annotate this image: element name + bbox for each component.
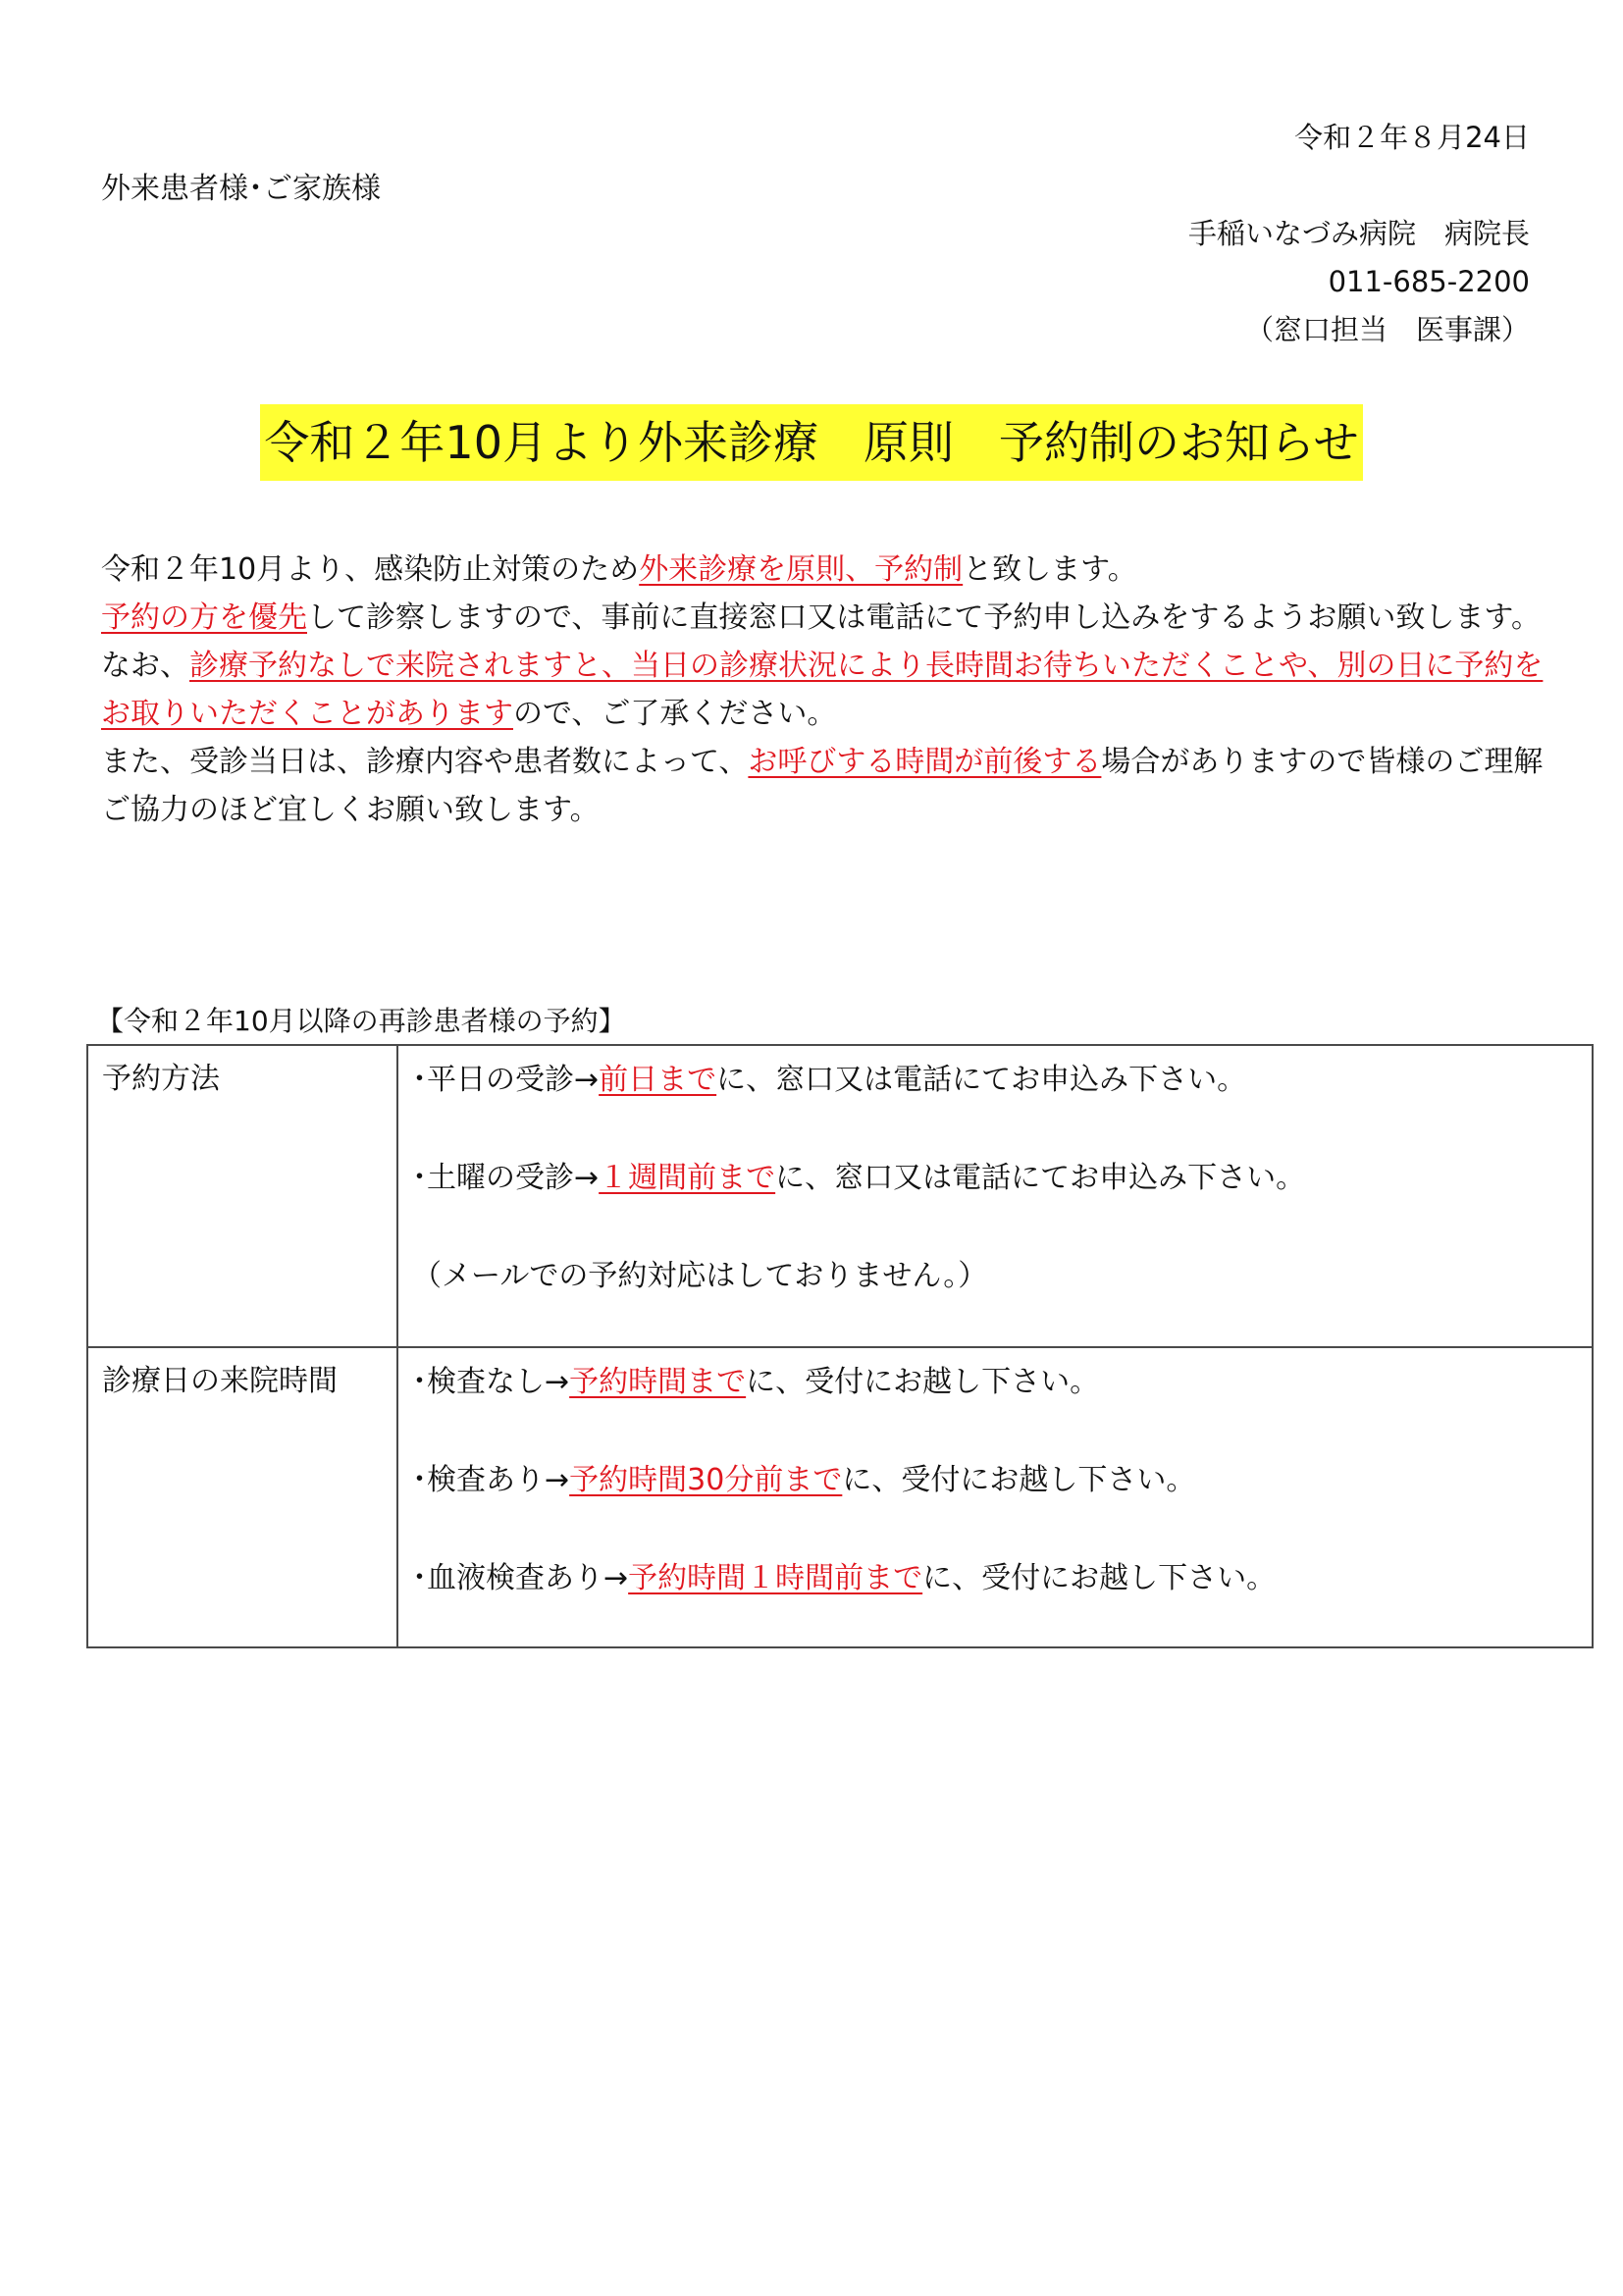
list-item xyxy=(412,1358,1592,1407)
body-text-span: 令和２年10月より、感染防止対策のため xyxy=(101,552,640,587)
item-text: に、受付にお越し下さい。 xyxy=(746,1365,1100,1399)
emphasis-text: お呼びする時間が前後する xyxy=(748,745,1102,779)
item-text: に、窓口又は電話にてお申込み下さい。 xyxy=(775,1161,1306,1195)
body-text-span: ので、ご了承ください。 xyxy=(513,697,837,731)
sender-phone: 011-685-2200 xyxy=(1328,265,1530,298)
body-paragraph-2 xyxy=(101,594,1544,642)
item-text: （メールでの予約対応はしておりません。） xyxy=(412,1259,988,1293)
emphasis-text: 外来診療を原則、予約制 xyxy=(639,552,964,587)
notice-title: 令和２年10月より外来診療 原則 予約制のお知らせ xyxy=(260,404,1362,481)
table-row xyxy=(87,1347,1593,1647)
row-label-arrival-time: 診療日の来院時間 xyxy=(87,1347,397,1647)
sender-department: （窓口担当 医事課） xyxy=(1244,313,1530,346)
emphasis-text: 前日まで xyxy=(599,1063,717,1097)
body-text-span: また、受診当日は、診療内容や患者数によって、 xyxy=(101,745,749,779)
body-text-span: と致します。 xyxy=(963,552,1137,587)
emphasis-text: 予約時間30分前まで xyxy=(569,1463,843,1497)
item-text: に、窓口又は電話にてお申込み下さい。 xyxy=(716,1063,1247,1097)
list-item xyxy=(412,1056,1592,1105)
item-text: に、受付にお越し下さい。 xyxy=(922,1561,1277,1595)
notice-body xyxy=(101,546,1544,834)
addressee: 外来患者様･ご家族様 xyxy=(101,172,381,206)
emphasis-text: １週間前まで xyxy=(599,1161,776,1195)
emphasis-text: 診療予約なしで来院されますと、当日の診療状況により長時間お待ちいただくことや、別の日に予約をお取りいただくことがあります xyxy=(101,649,1544,731)
emphasis-text: 予約時間１時間前まで xyxy=(628,1561,923,1595)
list-item xyxy=(412,1252,1592,1301)
body-text-span: して診察しますので、事前に直接窓口又は電話にて予約申し込みをするようお願い致します。 xyxy=(307,600,1541,635)
body-paragraph-1 xyxy=(101,546,1544,594)
document-date: 令和２年８月24日 xyxy=(1294,121,1530,154)
list-item xyxy=(412,1154,1592,1203)
emphasis-text: 予約の方を優先 xyxy=(101,600,307,635)
list-item xyxy=(412,1456,1592,1505)
item-text: ･血液検査あり→ xyxy=(412,1561,629,1595)
row-label-reservation-method: 予約方法 xyxy=(87,1045,397,1347)
row-content xyxy=(397,1347,1593,1647)
item-text: ･平日の受診→ xyxy=(412,1063,600,1097)
list-item xyxy=(412,1554,1592,1603)
table-caption: 【令和２年10月以降の再診患者様の予約】 xyxy=(96,1005,626,1037)
reservation-table xyxy=(86,1044,1594,1648)
table-row xyxy=(87,1045,1593,1347)
sender-name: 手稲いなづみ病院 病院長 xyxy=(1187,217,1530,250)
item-text: ･土曜の受診→ xyxy=(412,1161,600,1195)
body-paragraph-3 xyxy=(101,642,1544,738)
body-paragraph-4 xyxy=(101,738,1544,834)
sender-block xyxy=(1188,210,1530,354)
title-wrapper xyxy=(0,404,1623,481)
emphasis-text: 予約時間まで xyxy=(569,1365,747,1399)
body-text-span: なお、 xyxy=(101,649,189,683)
item-text: ･検査なし→ xyxy=(412,1365,570,1399)
item-text: ･検査あり→ xyxy=(412,1463,570,1497)
body-text-span: 場合がありますので皆様のご理解ご協力のほど宜しくお願い致します。 xyxy=(101,745,1544,827)
item-text: に、受付にお越し下さい。 xyxy=(842,1463,1196,1497)
row-content xyxy=(397,1045,1593,1347)
